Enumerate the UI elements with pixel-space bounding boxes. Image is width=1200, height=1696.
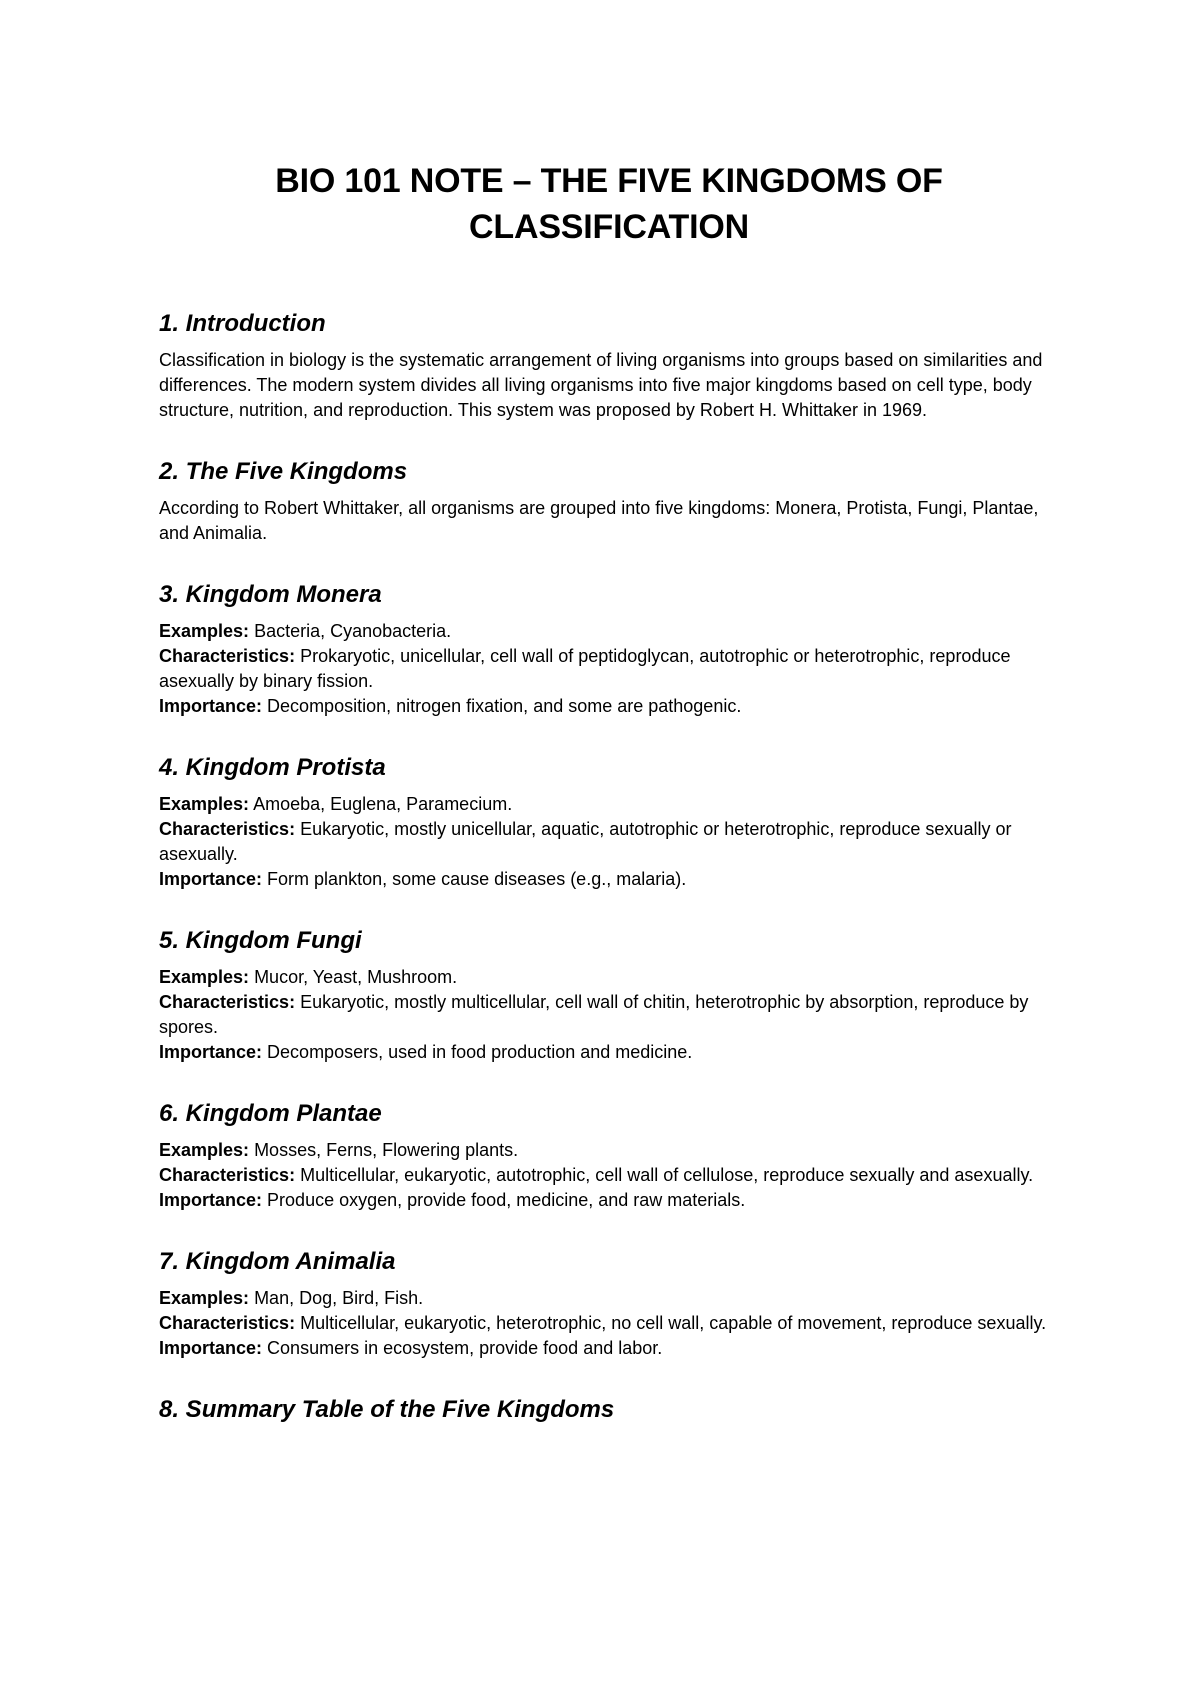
examples-line	[159, 619, 1060, 644]
characteristics-text: Eukaryotic, mostly unicellular, aquatic, autotrophic or heterotrophic, reproduce sexually or asexually.	[159, 819, 1012, 864]
section-heading: 2. The Five Kingdoms	[159, 458, 408, 485]
section-protista	[159, 753, 1060, 892]
characteristics-label: Characteristics:	[159, 992, 296, 1012]
characteristics-line	[159, 817, 1060, 867]
characteristics-line	[159, 1311, 1060, 1336]
characteristics-line	[159, 1163, 1060, 1188]
characteristics-line	[159, 990, 1060, 1040]
importance-line	[159, 1188, 1060, 1213]
importance-line	[159, 694, 1060, 719]
section-plantae	[159, 1099, 1060, 1213]
importance-line	[159, 867, 1060, 892]
section-fungi	[159, 926, 1060, 1065]
characteristics-text: Prokaryotic, unicellular, cell wall of peptidoglycan, autotrophic or heterotrophic, reproduce asexually by binary fission.	[159, 646, 1011, 691]
importance-label: Importance:	[159, 869, 263, 889]
importance-label: Importance:	[159, 1190, 263, 1210]
section-heading: 3. Kingdom Monera	[159, 581, 382, 608]
examples-label: Examples:	[159, 967, 250, 987]
examples-line	[159, 1286, 1060, 1311]
examples-label: Examples:	[159, 1140, 250, 1160]
examples-label: Examples:	[159, 621, 250, 641]
examples-label: Examples:	[159, 1288, 250, 1308]
section-heading: 6. Kingdom Plantae	[159, 1100, 382, 1127]
characteristics-label: Characteristics:	[159, 1165, 296, 1185]
characteristics-line	[159, 644, 1060, 694]
importance-label: Importance:	[159, 1338, 263, 1358]
examples-line	[159, 1138, 1060, 1163]
importance-label: Importance:	[159, 1042, 263, 1062]
section-heading: 1. Introduction	[159, 310, 326, 337]
importance-label: Importance:	[159, 696, 263, 716]
section-animalia	[159, 1247, 1060, 1361]
importance-text: Decomposition, nitrogen fixation, and some are pathogenic.	[267, 696, 742, 716]
characteristics-label: Characteristics:	[159, 646, 296, 666]
importance-line	[159, 1336, 1060, 1361]
section-introduction	[159, 309, 1060, 423]
page-title: BIO 101 NOTE – THE FIVE KINGDOMS OF CLASSIFICATION	[275, 162, 943, 246]
examples-label: Examples:	[159, 794, 250, 814]
section-heading: 5. Kingdom Fungi	[159, 927, 362, 954]
section-paragraph: According to Robert Whittaker, all organisms are grouped into five kingdoms: Monera, Protista, Fungi, Plantae, and Animalia.	[159, 498, 1039, 543]
importance-line	[159, 1040, 1060, 1065]
section-paragraph: Classification in biology is the systematic arrangement of living organisms into groups based on similarities and differences. The modern system divides all living organisms into five major kingdoms based on cell type, body structure, nutrition, and reproduction. This system was proposed by Robert H. Whittaker in 1969.	[159, 350, 1043, 420]
importance-text: Form plankton, some cause diseases (e.g., malaria).	[267, 869, 687, 889]
examples-text: Mucor, Yeast, Mushroom.	[254, 967, 458, 987]
section-heading: 7. Kingdom Animalia	[159, 1248, 396, 1275]
section-heading: 8. Summary Table of the Five Kingdoms	[159, 1396, 615, 1423]
importance-text: Produce oxygen, provide food, medicine, and raw materials.	[267, 1190, 746, 1210]
examples-line	[159, 965, 1060, 990]
characteristics-text: Multicellular, eukaryotic, heterotrophic, no cell wall, capable of movement, reproduce sexually.	[300, 1313, 1047, 1333]
examples-text: Bacteria, Cyanobacteria.	[254, 621, 452, 641]
characteristics-text: Eukaryotic, mostly multicellular, cell wall of chitin, heterotrophic by absorption, reproduce by spores.	[159, 992, 1029, 1037]
section-heading: 4. Kingdom Protista	[159, 754, 386, 781]
section-monera	[159, 580, 1060, 719]
importance-text: Decomposers, used in food production and medicine.	[267, 1042, 693, 1062]
section-five-kingdoms	[159, 457, 1060, 546]
examples-text: Mosses, Ferns, Flowering plants.	[254, 1140, 519, 1160]
characteristics-text: Multicellular, eukaryotic, autotrophic, cell wall of cellulose, reproduce sexually and asexually.	[300, 1165, 1034, 1185]
examples-text: Amoeba, Euglena, Paramecium.	[253, 794, 513, 814]
characteristics-label: Characteristics:	[159, 819, 296, 839]
examples-text: Man, Dog, Bird, Fish.	[254, 1288, 424, 1308]
examples-line	[159, 792, 1060, 817]
section-summary-table	[159, 1395, 1060, 1425]
characteristics-label: Characteristics:	[159, 1313, 296, 1333]
importance-text: Consumers in ecosystem, provide food and labor.	[267, 1338, 663, 1358]
